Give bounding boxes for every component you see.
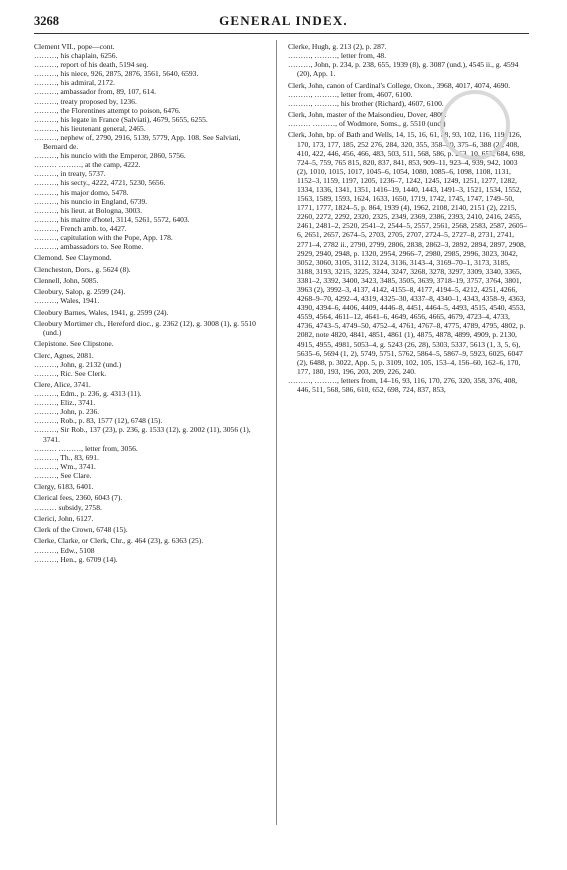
index-entry: ………, his nuncio with the Emperor, 2860, 5756.: [34, 151, 186, 161]
index-entry: Clere, Alice, 3741.: [34, 379, 91, 389]
index-entry: ………, ambassadors to. See Rome.: [34, 242, 144, 252]
index-entry: ………, his maitre d'hotel, 3114, 5261, 5572, 6403.: [34, 214, 190, 224]
index-entry: ………, John, p. 234, p. 238, 655, 1939 (8), g. 3087 (und.), 4545 ii., g. 4594 (20), App. 1.: [288, 60, 519, 79]
index-entry: ………, Edw., 5108: [34, 545, 95, 555]
header-rule: [34, 33, 529, 34]
index-entry: ………, his chaplain, 6256.: [34, 51, 118, 61]
index-entry: ………, Edm., p. 236, g. 4313 (11).: [34, 389, 142, 399]
index-entry: ………, his nuncio in England, 6739.: [34, 196, 148, 206]
index-entry: Clerke, Clarke, or Clerk, Chr., g. 464 (23), g. 6363 (25).: [34, 536, 204, 546]
left-index-column: [34, 42, 266, 564]
index-entry: ………, his niece, 926, 2875, 2876, 3561, 5640, 6593.: [34, 69, 199, 79]
index-entry: ………, Wales, 1941.: [34, 296, 100, 306]
index-entry: ………, See Clare.: [34, 470, 92, 480]
index-entry: ………, report of his death, 5194 seq.: [34, 60, 149, 70]
index-entry: Clepistone. See Clipstone.: [34, 339, 114, 349]
index-entry: Cleobury, Salop, g. 2599 (24).: [34, 287, 126, 297]
watermark-seal: [440, 90, 510, 160]
index-entry: ……… ………, letter from, 3056.: [34, 443, 138, 453]
index-entry: ………, Eliz., 3741.: [34, 398, 96, 408]
index-entry: ………, his legate in France (Salviati), 4679, 5655, 6255.: [34, 114, 208, 124]
index-entry: Clerici, John, 6127.: [34, 513, 94, 523]
index-entry: ………, his admiral, 2172.: [34, 78, 115, 88]
index-entry: ………, Rob., p. 83, 1577 (12), 6748 (15).: [34, 416, 163, 426]
index-entry: ………, Sir Rob., 137 (23), p. 236, g. 1533 (12), g. 2002 (11), 3056 (1), 3741.: [34, 425, 251, 444]
column-divider: [276, 40, 277, 825]
index-entry: ………, ………, letters from, 14–16, 93, 116, 170, 276, 320, 358, 376, 408, 446, 511, 568, 586, 610, 652, 698, 724, 837, 853,: [288, 375, 518, 395]
index-entry: ………, Th., 83, 691.: [34, 452, 99, 462]
index-entry: ………, his lieut. at Bologna, 3003.: [34, 205, 142, 215]
index-entry: Clerk, John, canon of Cardinal's College, Oxon., 3968, 4017, 4074, 4690.: [288, 80, 511, 90]
index-entry: Clerical fees, 2360, 6043 (7).: [34, 493, 123, 503]
index-entry: Cleobury Barnes, Wales, 1941, g. 2599 (24).: [34, 307, 169, 317]
index-entry: ……… subsidy, 2758.: [34, 502, 102, 512]
index-entry: Clement VII., pope—cont.: [34, 42, 115, 51]
index-entry: ……… ………, of Wodmore, Soms., g. 5510 (und.): [288, 119, 446, 129]
index-entry: Clencheston, Dors., g. 5624 (8).: [34, 264, 131, 274]
index-entry: ………, ambassador from, 89, 107, 614.: [34, 87, 156, 97]
index-entry: ………, ………, his brother (Richard), 4607, 6100.: [288, 98, 444, 108]
running-head: GENERAL INDEX.: [219, 13, 348, 28]
index-entry: Clennell, John, 5085.: [34, 275, 99, 285]
index-entry: ………, his lieutenant general, 2465.: [34, 123, 146, 133]
page-number: 3268: [34, 14, 59, 28]
index-entry: ………, French amb. to, 4427.: [34, 223, 127, 233]
index-entry: ………, treaty proposed by, 1236.: [34, 96, 137, 106]
index-entry: ………, ………, letter from, 4607, 6100.: [288, 89, 413, 99]
index-entry: Cleobury Mortimer ch., Hereford dioc., g. 2362 (12), g. 3008 (1), g. 5510 (und.): [34, 318, 256, 337]
index-entry: Clerk, John, master of the Maisondieu, Dover, 4800.: [288, 110, 447, 120]
index-entry: Clerk, John, bp. of Bath and Wells, 14, 15, 16, 61, 88, 93, 102, 116, 119, 126, 170, 173, 177, 185, 252 276, 284, 320, 355, 358–60, 375–6, 388 (2), 408, 410, 422, 446, 456, 466, 483, 503, 511, 568, 586, p. 263, 10, 652, 684, 698, 724–5, 759, 765 815, 820, 837, 841, 853, 909–11, 923–4, 939, 942, 1003 (2), 1010, 1015, 1017, 1045–6, 1054, 1080, 1085–6, 1098, 1108, 1131, 1152–3, 1159, 1197, 1205, 1236–7, 1242, 1245, 1249, 1251, 1277, 1282, 1334, 1336, 1341, 1351, 1416–19, 1440, 1443, 1491–3, 1521, 1534, 1552, 1563, 1589, 1593, 1624, 1633, 1650, 1719, 1742, 1745, 1747, 1749–50, 1771, 1777, 1824–5, p. 864, 1939 (4), 1962, 2108, 2140, 2151 (2), 2215, 2260, 2272, 2292, 2320, 2325, 2349, 2369, 2386, 2393, 2410, 2416, 2455, 2461, 2481–2, 2520, 2541–2, 2544–5, 2557, 2561, 2568, 2583, 2587, 2605–6, 2651, 2657, 2674–5, 2703, 2705, 2707, 2724–5, 2727–8, 2731, 2741, 2771–4, 2782 ii., 2790, 2799, 2806, 2838, 2862–3, 2892, 2894, 2897, 2908, 2929, 2940, 2948, p. 1320, 2954, 2966–7, 2980, 2985, 2996, 3023, 3042, 3052, 3060, 3105, 3112, 3124, 3136, 3143–4, 3169–70–1, 3173, 3185, 3188, 3193, 3215, 3225, 3244, 3247, 3268, 3278, 3297, 3309, 3340, 3365, 3381–2, 3392, 3400, 3423, 3485, 3505, 3639, 3718–19, 3757, 3764, 3801, 3963 (2), 3992–3, 4137, 4142, 4155–8, 4177, 4194–5, 4212, 4251, 4266, 4268–9–70, 4292–4, 4319, 4325–30, 4337–8, 4340–1, 4343, 4358–9, 4363, 4390, 4394–6, 4406, 4409, 4446–8, 4451, 4464–5, 4493, 4515, 4540, 4553, 4559, 4564, 4611–12, 4641–6, 4649, 4656, 4665, 4679, 4723–4, 4733, 4736, 4743–5, 4749–50, 4752–4, 4761, 4767–8, 4775, 4789, 4795, 4802, p. 2082, note 4820, 4841, 4851, 4861 (1), 4875, 4878, 4899, 4909, p. 2130, 4915, 4955, 4981, 5053–4, g. 5243 (26, 28), 5303, 5337, 5613 (1, 3, 5, 6), 5635–6, 5694 (1, 2), 5749, 5751, 5762, 5864–5, 5867–9, 5923, 6025, 6047 (2), 6488, p. 3022, App. 5, p. 3109, 102, 105, 153–4, 156–60, 162–6, 170, 177, 180, 193, 196, 203, 209, 226, 240.: [288, 130, 528, 376]
index-entry: ………, Hen., g. 6709 (14).: [34, 554, 118, 564]
index-entry: ………, John, g. 2132 (und.): [34, 359, 122, 369]
index-entry: ………, in treaty, 5737.: [34, 169, 106, 179]
index-entry: ………, his secty., 4222, 4721, 5230, 5656.: [34, 178, 166, 188]
index-entry: ………, his major domo, 5478.: [34, 187, 129, 197]
index-entry: Clemond. See Claymond.: [34, 253, 112, 263]
index-entry: ……… ………, at the camp, 4222.: [34, 160, 141, 170]
index-entry: Clergy, 6183, 6401.: [34, 482, 94, 492]
index-entry: Clerk of the Crown, 6748 (15).: [34, 525, 128, 535]
index-entry: ………, nephew of, 2790, 2916, 5139, 5779, App. 108. See Salviati, Bernard de.: [34, 132, 241, 152]
index-entry: ………, the Florentines attempt to poison, 6476.: [34, 105, 181, 115]
page-header: [0, 0, 567, 34]
index-entry: ………, Ric. See Clerk.: [34, 368, 107, 378]
index-entry: ………, capitulation with the Pope, App. 178.: [34, 232, 173, 242]
index-entry: Clerc, Agnes, 2081.: [34, 350, 94, 360]
index-entry: ………, John, p. 236.: [34, 407, 100, 417]
index-entry: ………, ………, letter from, 48.: [288, 51, 387, 61]
index-entry: Clerke, Hugh, g. 213 (2), p. 287.: [288, 42, 387, 51]
index-entry: ………, Wm., 3741.: [34, 461, 96, 471]
